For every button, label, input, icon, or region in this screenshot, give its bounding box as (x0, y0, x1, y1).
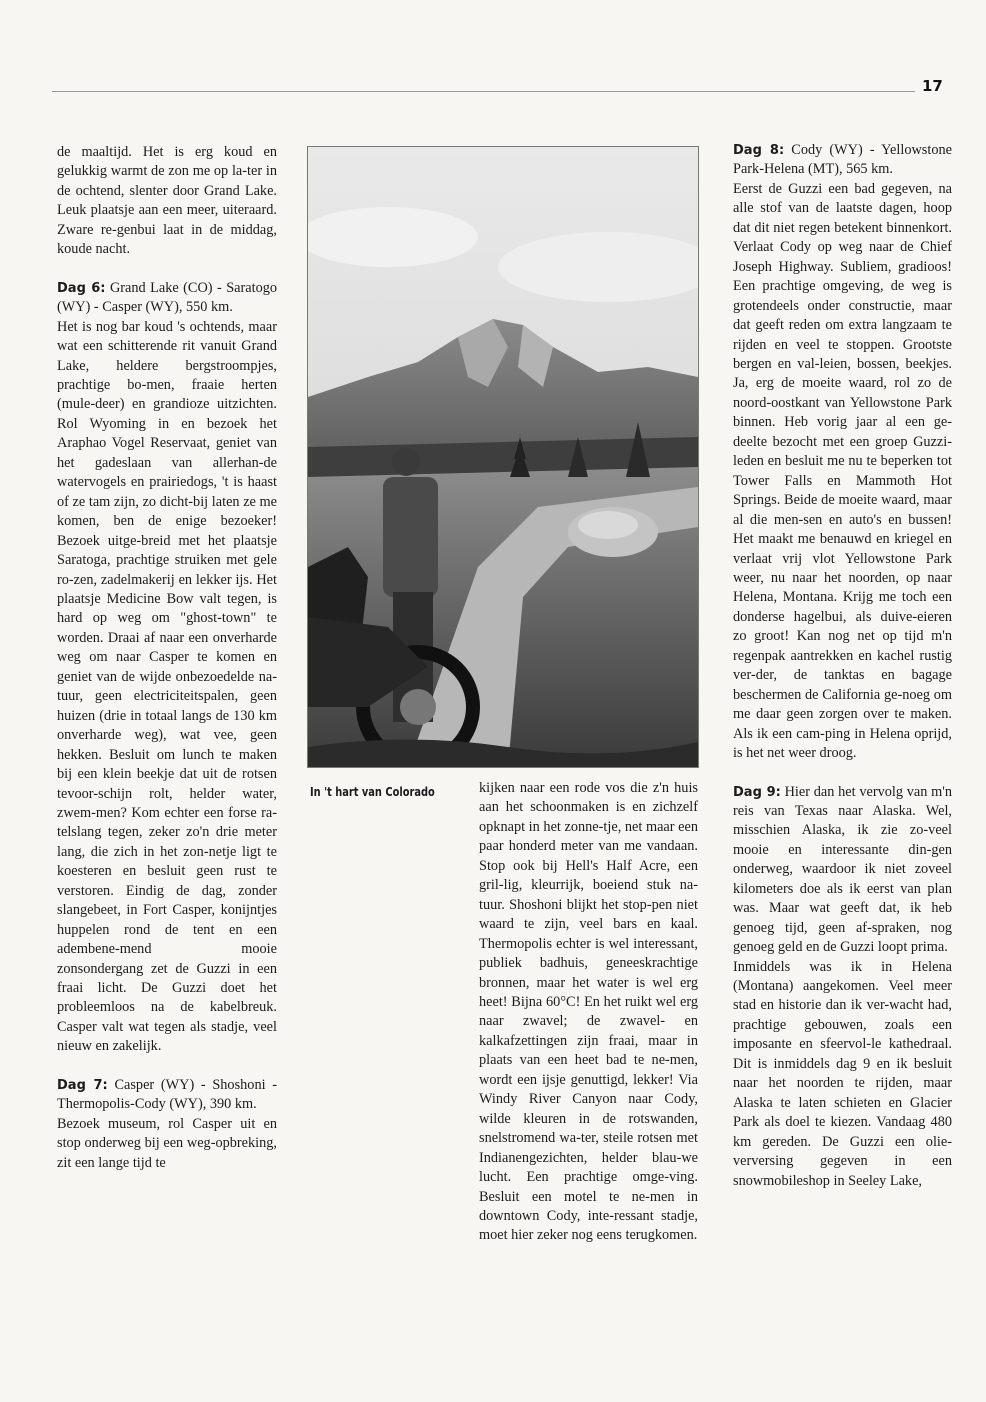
page-number: 17 (922, 77, 943, 95)
column3-paragraph: kijken naar een rode vos die z'n huis aan het schoonmaken is en zichzelf opknapt in het zonne-tje, net maar een paar honderd meter van me vandaan. Stop ook bij Hell's Half Acre, een gril-lig, kleurrijk, boeiend stuk na-tuur. Shoshoni blijkt het stop-pen niet waard te zijn, veel bars en kaal. Thermopolis echter is wel interessant, publiek badhuis, geneeskrachtige bronnen, maar het water is wel erg heet! Bijna 60°C! En het ruikt wel erg naar zwavel; de zwavel- en kalkafzettingen zijn fraai, maar in plaats van een heet bad te ne-men, wordt een ijsje genuttigd, lekker! Via Windy River Canyon naar Cody, wilde kleuren in de rotswanden, snelstromend wa-ter, steile rotsen met Indianengezichten, helder blau-we lucht. Een prachtige omge-ving. Besluit een motel te ne-men in downtown Cody, inte-ressant stadje, moet hier zeker nog eens terugkomen. (479, 780, 698, 1244)
day7-label: Dag 7: (57, 1077, 108, 1093)
day9-paragraph-2: Inmiddels was ik in Helena (Montana) aangekomen. Veel meer stad en historie dan ik ver-wacht had, prachtige gebouwen, zoals een imposante en sfeervol-le kathedraal. Dit is inmiddels dag 9 en ik besluit naar het noorden te rijden, maar Alaska te laten schieten en Glacier Park als doel te kiezen. Vandaag 480 km gereden. De Guzzi een olie-verversing gegeven in een snowmobileshop in Seeley Lake, (733, 958, 952, 1189)
text-column-3 (479, 779, 698, 1246)
day9-label: Dag 9: (733, 784, 781, 800)
text-column-4 (733, 141, 952, 1191)
day8-heading (733, 141, 952, 180)
photo-mountain-motorcycle (307, 146, 699, 768)
text-column-1 (57, 143, 277, 1173)
day9-text: Hier dan het vervolg van m'n reis van Texas naar Alaska. Wel, misschien Alaska, ik zie zo-veel mooie en interessante din-gen onderweg, waardoor ik niet zoveel kilometers doe als ik eerst van plan was. Maar wat geeft dat, ik heb genoeg tijd, geen af-spraken, nog genoeg geld en de Guzzi loopt prima. (733, 783, 953, 956)
day6-route: Grand Lake (CO) - Saratogo (WY) - Casper (WY), 550 km. (57, 279, 278, 316)
day8-route: Cody (WY) - Yellowstone Park-Helena (MT), 565 km. (733, 142, 952, 178)
photo-illustration (308, 147, 698, 767)
day6-paragraph: Het is nog bar koud 's ochtends, maar wat een schitterende rit vanuit Grand Lake, heldere bergstroompjes, prachtige bo-men, fraaie herten (mule-deer) en grandioze uitzichten. Rol Wyoming in en bezoek het Araphao Vogel Reservaat, geniet van het gadeslaan van allerhan-de watervogels en prairiedogs, 't is haast of ze tam zijn, zo dicht-bij laten ze me komen, ben de enige bezoeker! Bezoek uitge-breid met het plaatsje Saratoga, prachtige struiken met gele ro-zen, zadelmakerij en lekker ijs. Het plaatsje Medicine Bow valt tegen, is hard op weg om "ghost-town" te worden. Draai af naar een onverharde weg om naar Casper te komen en geniet van de wijde onbezoedelde na-tuur, geen electriciteitspalen, geen huizen (drie in totaal langs de 130 km onverharde weg), wat vee, geen hekken. Besluit om lunch te maken bij een klein beekje dat uit de rotsen tevoor-schijn rolt, helder water, zwem-men? Kom echter een forse ra-telslang tegen, zeker zo'n drie meter lang, die zich in het zon-netje ligt te koesteren en besluit geen rust te verstoren. Eindig de dag, zonder slangebeet, in Fort Casper, konijntjes huppelen rond de tent en een adembene-mend mooie zonsondergang zet de Guzzi in een fraai licht. De Guzzi doet het probleemloos na de kabelbreuk. Casper valt wat tegen als stadje, veel nieuw en zakelijk. (57, 318, 277, 1055)
day6-label: Dag 6: (57, 280, 106, 296)
day8-paragraph: Eerst de Guzzi een bad gegeven, na alle stof van de laatste dagen, hoop dat dit niet regen betekent binnenkort. Verlaat Cody op weg naar de Chief Joseph Highway. Subliem, gradioos! Een prachtige omgeving, de weg is grotendeels onder constructie, maar dat geeft reden om extra langzaam te rijden en veel te stoppen. Grootste bergen en val-leien, bossen, beekjes. Ja, erg de moeite waard, rol zo de noord-oostkant van Yellowstone Park binnen. Heb vorig jaar al een ge-deelte bezocht met een groep Guzzi-leden en besluit me nu te beperken tot Tower Falls en Mammoth Hot Springs. Beide de moeite waard, maar al die men-sen en auto's en bussen! Het maakt me benauwd en kriegel en verlaat vrij vlot Yellowstone Park weer, nu naar het noorden, op naar Helena, Montana. Krijg me toch een donderse hagelbui, als duive-eieren zo groot! Kan nog net op tijd m'n regenpak aantrekken en kachel rustig ver-der, de tanktas en bagage beschermen de California ge-noeg om me daar geen zorgen over te maken. Als ik een cam-ping in Helena oprijd, is het net weer droog. (733, 180, 952, 762)
day7-paragraph: Bezoek museum, rol Casper uit en stop onderweg bij een weg-opbreking, zit een lange tijd te (57, 1115, 277, 1171)
day6-heading (57, 279, 277, 318)
day7-route: Casper (WY) - Shoshoni - Thermopolis-Cody (WY), 390 km. (57, 1076, 278, 1113)
paragraph-intro: de maaltijd. Het is erg koud en gelukkig warmt de zon me op la-ter in de ochtend, slenter door Grand Lake. Leuk plaatsje aan een meer, uiteraard. Zware re-genbui laat in de middag, koude nacht. (57, 144, 277, 258)
photo-caption: In 't hart van Colorado (310, 785, 435, 799)
day9-paragraph-1 (733, 783, 952, 958)
day8-label: Dag 8: (733, 143, 785, 158)
header-rule (52, 91, 915, 92)
day7-heading (57, 1076, 277, 1115)
